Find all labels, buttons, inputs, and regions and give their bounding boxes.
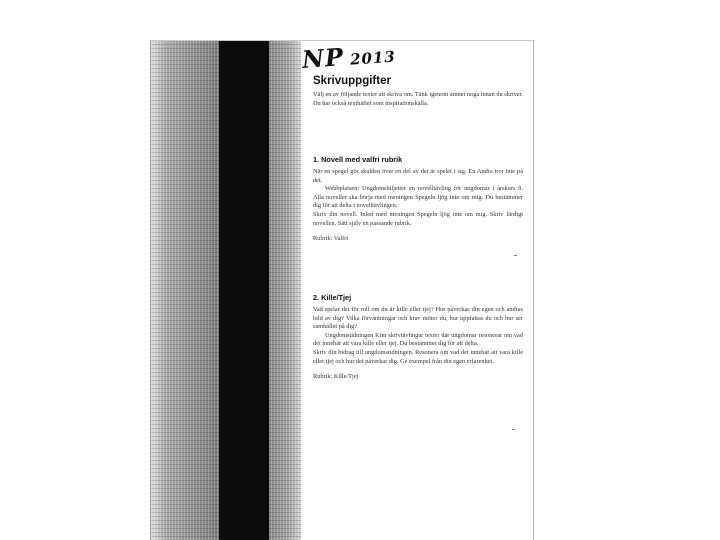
task-paragraph: Webbplatsen: Ungdomsbiljetter en novelltävling för ungdomar i årskurs 9. Alla noveller ska börja med meningen Spegeln ljög inte om mig. Du bestämmer dig för att delta i novelltävlingen. bbox=[313, 185, 523, 210]
task-rubric: Rubrik: Valfri bbox=[313, 235, 349, 243]
document-header bbox=[313, 75, 523, 108]
page-title: Skrivuppgifter bbox=[313, 75, 391, 87]
page-edge bbox=[533, 40, 534, 540]
task-heading: 2. Kille/Tjej bbox=[313, 293, 352, 302]
task-section-1 bbox=[313, 155, 523, 242]
task-paragraph: När en spegel gör skulden över en del av det är spelet i sig. En Andra tror inte på det. bbox=[313, 168, 523, 184]
scanned-page bbox=[150, 40, 535, 540]
scan-mark bbox=[514, 255, 517, 256]
task-section-2 bbox=[313, 293, 523, 380]
task-paragraph: Skriv din bidrag till ungdomstidningen. Resonera om vad det innebär att vara kille eller tjej och hur det påverkar dig. Ge exempel från din egen erfarenhet. bbox=[313, 348, 523, 365]
task-heading: 1. Novell med valfri rubrik bbox=[313, 155, 403, 164]
handwritten-code: NP bbox=[300, 42, 345, 74]
redaction-bar bbox=[219, 41, 269, 540]
task-paragraph: Ungdomstidningen Kim skrivtävlingar texter där ungdomar resonerar om vad det innebär att vara kille eller tjej. Du bestämmer dig för att delta. bbox=[313, 331, 523, 348]
scan-shadow-area bbox=[151, 41, 301, 540]
task-paragraph: Skriv din novell. Inled med meningen Spegeln ljög inte om mig. Skriv färdigt novellen. Sätt själv en passande rubrik. bbox=[313, 210, 523, 227]
task-paragraph: Vad spelar det för roll om du är kille eller tjej? Hur påverkas din egen och andras bild av dig? Vilka förväntningar och krav möter du, hur uppfattas du och hur ser samhället på dig? bbox=[313, 306, 523, 331]
handwritten-year: 2013 bbox=[349, 47, 397, 69]
intro-text: Välj en av följande texter att skriva om. Tänk igenom ämnet noga innan du skriver. Du har också texthäftet som inspirationskälla. bbox=[313, 91, 523, 107]
task-rubric: Rubrik: Kille/Tjej bbox=[313, 373, 359, 381]
handwritten-note bbox=[301, 40, 397, 74]
scan-mark bbox=[512, 429, 515, 430]
